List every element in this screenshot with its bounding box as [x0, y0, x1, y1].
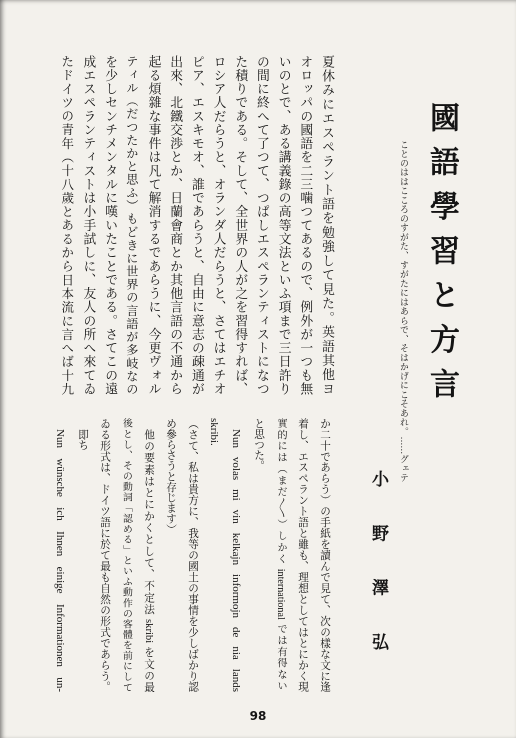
text-column: 實的には（まだ〳〵）しかく international では有得ない [275, 418, 286, 692]
text-column: Nun wünsche ich Ihnen einige Informationen un- [54, 429, 66, 692]
epigraph [395, 140, 413, 482]
text-column: （さて、私は貴方に、我等の國土の事情を少しばかり認 [187, 418, 198, 692]
text-column: 着し、エスペラント語と雖も、理想としてはとにかく現 [297, 418, 308, 692]
text-column: か二十であらう）の手紙を讀んで見て、次の樣な文に逢 [319, 418, 330, 692]
text-column: いのとで、ある講義錄の高等文法といふ項まで三日許り [276, 55, 291, 395]
text-column: 成エスペランティストは小手試しに、友人の所へ來てゐ [81, 55, 96, 395]
text-column: ティル（だつたかと思ふ）もどきに世界の言語が多岐なの [124, 55, 139, 395]
author-name: 小野澤弘 [369, 470, 388, 650]
text-column: オロッパの國語を二三噛つてあるので、例外が一つも無 [298, 55, 313, 395]
text-column: Nun volas mi vin kelkajn informojn de nia lands [230, 429, 242, 692]
lower-text-block [49, 418, 335, 692]
text-column: 即ち [77, 428, 88, 450]
text-column: ロシア人だらうと、オランダ人だらうと、さてはエチオ [211, 55, 226, 395]
text-column: 他の要素はとにかくとして、不定法 skribi を文の最 [143, 428, 154, 692]
text-column: と思つた。 [253, 418, 264, 471]
upper-text-block [55, 55, 337, 395]
text-column: skribi. [208, 418, 220, 446]
text-column: を少しセンチメンタルに嘆いたことである。さてこの遠 [103, 55, 118, 395]
text-column: 出來、北鐵交渉とか、日蘭會商とか其他言語の不通から [168, 55, 183, 395]
epigraph-attribution: ……グェテ [399, 436, 409, 482]
article-title: 國語學習と方言 [424, 102, 459, 398]
text-column: め參らさうと存じます） [165, 418, 176, 535]
page-number: 98 [249, 709, 267, 723]
text-column: ゐる形式は、ドイツ語に於て最も自然の形式であらう。 [99, 418, 110, 692]
text-column: 夏休みにエスペラント語を勉強して見た。英語其他ヨ [320, 55, 334, 395]
text-column: た積りである。そして、全世界の人が之を習得すれば、 [233, 55, 248, 395]
text-column: ピア、エスキモオ、誰であらうと、自由に意志の疎通が [189, 55, 204, 395]
text-column: 起る煩雜な事件は凡て解消するであらうに、今更ヴォル [146, 55, 161, 395]
text-column: 後とし、その動詞「認める」といふ動作の客體を前にして [121, 418, 132, 692]
text-column: たドイツの青年（十八歲とあるから日本流に言へば十九 [59, 55, 74, 395]
epigraph-text: ことのははこころのすがた、すがたにはあらで、そはかげにこそあれ。 [399, 140, 409, 437]
text-column: の間に終へて了つて、つぱしエスペランティストになつ [254, 55, 269, 395]
